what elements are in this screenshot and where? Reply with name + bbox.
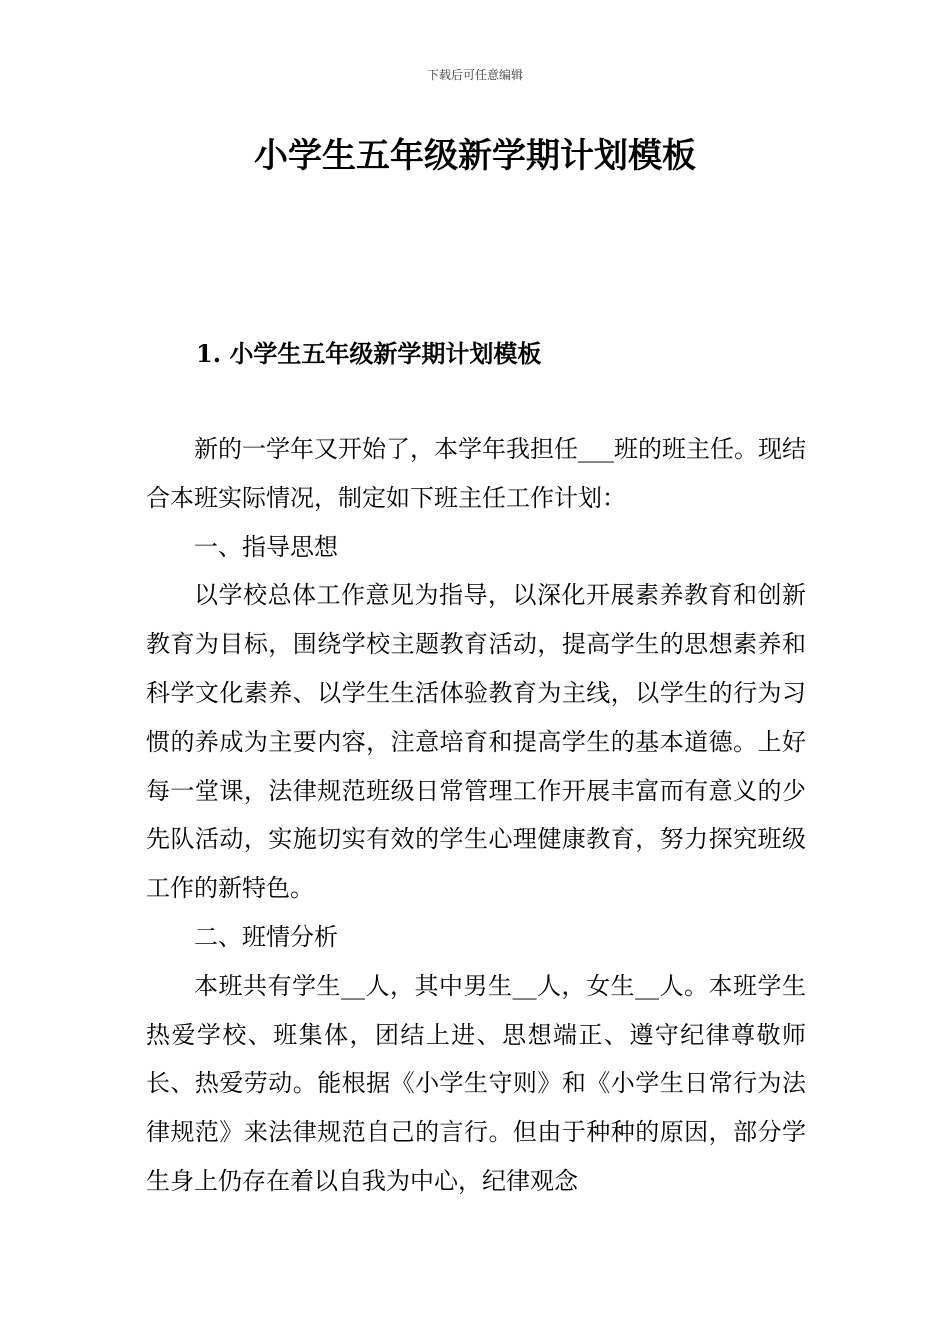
body-text xyxy=(146,425,806,1206)
heading-class-analysis: 二、班情分析 xyxy=(194,922,338,951)
paragraph-guiding-ideology: 以学校总体工作意见为指导，以深化开展素养教育和创新教育为目标，围绕学校主题教育活动，提高学生的思想素养和科学文化素养、以学生生活体验教育为主线，以学生的行为习惯的养成为主要内容，注意培育和提高学生的基本道德。上好每一堂课，法律规范班级日常管理工作开展丰富而有意义的少先队活动，实施切实有效的学生心理健康教育，努力探究班级工作的新特色。 xyxy=(146,581,806,903)
heading-guiding-ideology: 一、指导思想 xyxy=(194,532,338,561)
section-heading: 1. 小学生五年级新学期计划模板 xyxy=(196,339,542,368)
paragraph-intro: 新的一学年又开始了，本学年我担任___班的班主任。现结合本班实际情况，制定如下班主任工作计划： xyxy=(146,435,806,512)
document-title: 小学生五年级新学期计划模板 xyxy=(254,136,696,176)
paragraph-class-analysis: 本班共有学生__人，其中男生__人，女生__人。本班学生热爱学校、班集体，团结上进、思想端正、遵守纪律尊敬师长、热爱劳动。能根据《小学生守则》和《小学生日常行为法律规范》来法律规范自己的言行。但由于种种的原因，部分学生身上仍存在着以自我为中心，纪律观念 xyxy=(146,971,806,1195)
header-note: 下载后可任意编辑 xyxy=(426,68,523,82)
